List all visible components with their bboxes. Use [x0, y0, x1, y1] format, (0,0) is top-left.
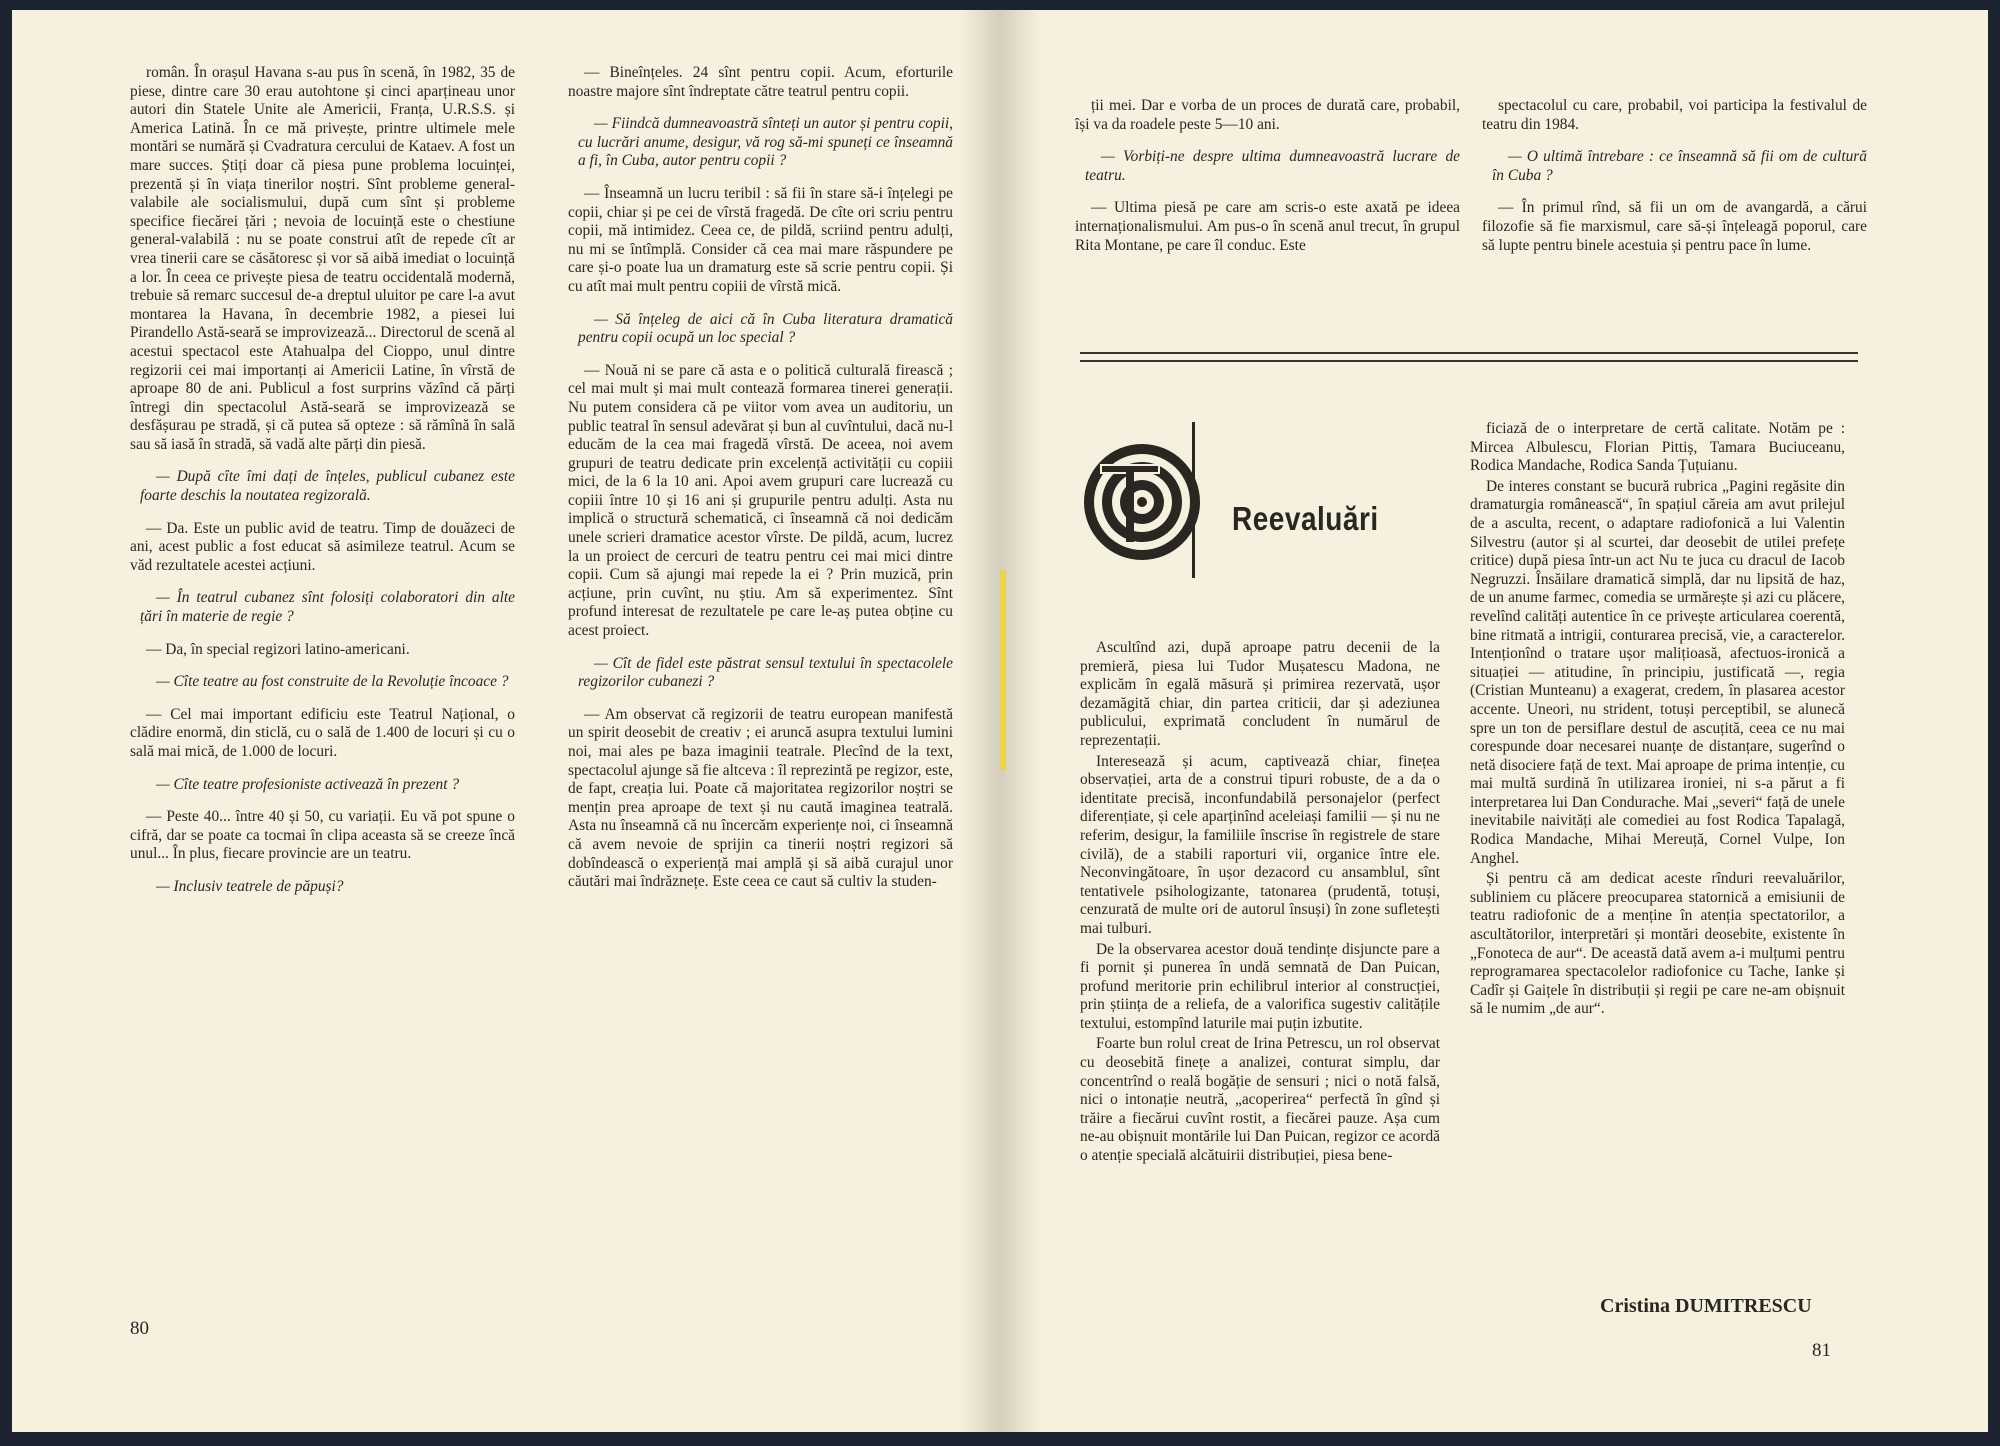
paragraph: — Înseamnă un lucru teribil : să fii în stare să-i înțelegi pe copii, chiar și pe cei de vîrstă fragedă. De cîte ori scriu pentru copii, mă intimidez. Ceea ce, de pildă, scriind pentru adulți, nu mi se întîmplă. Consider că cea mai mare răspundere pe care și-o poate lua un dramaturg este să scrie pentru copii. Și cu atît mai mult pentru copiii de vîrstă mică.	[568, 184, 953, 295]
paragraph: — În primul rînd, să fii un om de avangardă, a cărui filozofie să fie marxismul, care să-și înțeleagă poporul, care să lupte pentru binele acestuia și pentru pace în lume.	[1482, 199, 1867, 254]
right-top-column-1	[1075, 95, 1460, 255]
left-column-1	[130, 62, 515, 911]
paragraph: De la observarea acestor două tendințe disjuncte pare a fi pornit și punerea în undă semnată de Dan Puican, profund meritorie prin echilibrul interior al construcției, prin știința de a reliefa, de a valorifica sugestiv calitățile textului, estompînd laturile mai puțin izbutite.	[1080, 940, 1440, 1032]
paragraph: Foarte bun rolul creat de Irina Petrescu, un rol observat cu deosebită finețe a analizei, conturat simplu, dar concentrînd o reală bogăție de sensuri ; nici o notă falsă, nici o intonație neutră, „acoperirea“ perfectă în gînd și trăire a fiecărui cuvînt rostit, a fiecărei pauze. Așa cum ne-au obișnuit montările lui Dan Puican, regizor ce acordă o atenție specială alcătuirii distribuției, piesa bene-	[1080, 1035, 1440, 1165]
paragraph: — Cel mai important edificiu este Teatrul Național, o clădire enormă, din sticlă, cu o sală de 1.400 de locuri și cu o sală mai mică, de 1.000 de locuri.	[130, 705, 515, 760]
section-title: Reevaluări	[1232, 500, 1379, 538]
interview-question: — Cîte teatre au fost construite de la Revoluție încoace ?	[156, 673, 509, 691]
paragraph: ții mei. Dar e vorba de un proces de durată care, probabil, își va da roadele peste 5—10 ani.	[1075, 97, 1460, 133]
reevaluari-logo	[1080, 420, 1210, 580]
interview-question: — Inclusiv teatrele de păpuși?	[156, 877, 344, 895]
right-bottom-column-1	[1080, 637, 1440, 1166]
interview-question: — Cît de fidel este păstrat sensul textului în spectacolele regizorilor cubanezi ?	[578, 654, 953, 691]
section-divider	[1080, 352, 1858, 362]
paragraph: — Da, în special regizori latino-americani.	[146, 640, 410, 658]
paragraph: — Da. Este un public avid de teatru. Timp de douăzeci de ani, acest public a fost educat să asimileze teatrul. Acum se văd rezultatele acestei acțiuni.	[130, 519, 515, 574]
interview-question: — Fiindcă dumneavoastră sînteți un autor și pentru copii, cu lucrări anume, desigur, vă rog să-mi spuneți ce înseamnă a fi, în Cuba, autor pentru copii ?	[578, 115, 953, 170]
paragraph: Interesează și acum, captivează chiar, finețea observației, arta de a construi tipuri robuste, de a da o identitate precisă, inconfundabilă personajelor (perfect diferențiate, și cele aparținînd aceleiași familii — și nu ne referim, desigur, la familiile înscrise în registrele de stare civilă), de a stabili raporturi vii, organice între ele. Neconvingătoare, în ușor dezacord cu ansamblul, sînt tentativele psihologizante, tatonarea (prudentă, totuși, cenzurată de multe ori de autorul însuși) în zone sufletești mai tulburi.	[1080, 752, 1440, 937]
page-number-right: 81	[1812, 1340, 1831, 1361]
left-column-2	[568, 62, 953, 892]
interview-question: — Vorbiți-ne despre ultima dumneavoastră lucrare de teatru.	[1085, 148, 1460, 184]
paragraph: — Ultima piesă pe care am scris-o este axată pe ideea internaționalismului. Am pus-o în scenă anul trecut, în grupul Rita Montane, pe care îl conduc. Este	[1075, 199, 1460, 254]
interview-question: — Cîte teatre profesioniste activează în prezent ?	[156, 775, 460, 793]
paragraph: spectacolul cu care, probabil, voi participa la festivalul de teatru din 1984.	[1482, 97, 1867, 133]
interview-question: — O ultimă întrebare : ce înseamnă să fii om de cultură în Cuba ?	[1492, 148, 1867, 184]
paragraph: Și pentru că am dedicat aceste rînduri reevaluărilor, subliniem cu plăcere preocuparea statornică a emisiunii de teatru radiofonic de a menține în atenția spectatorilor, a ascultătorilor, interpretări și montări deosebite, existente în „Fonoteca de aur“. De această dată avem a-i mulțumi pentru reprogramarea spectacolelor radiofonice cu Tache, Ianke și Cadîr și Gaițele în distribuții și regii pe care ne-am obișnuit să le numim „de aur“.	[1470, 870, 1845, 1018]
page-marker	[1000, 570, 1006, 770]
right-top-column-2	[1482, 95, 1867, 255]
author-signature: Cristina DUMITRESCU	[1600, 1295, 1812, 1317]
interview-question: — În teatrul cubanez sînt folosiți colaboratori din alte țări în materie de regie ?	[140, 589, 515, 626]
paragraph: — Nouă ni se pare că asta e o politică culturală firească ; cel mai mult și mai mult contează formarea tinerei generații. Nu putem considera că pe viitor vom avea un auditoriu, un public teatral în sensul adevărat și bun al cuvîntului, dacă nu-l educăm de la cea mai fragedă vîrstă. De aceea, noi avem grupuri de teatru dedicate prin excelență activității cu copiii mici, de la 6 la 10 ani. Apoi avem grupuri care lucrează cu copiii între 10 și 16 ani și grupurile pentru adulți. Asta nu implică o structură schematică, ci înseamnă că noi dedicăm unele scrieri dramatice acestor vîrste. De pildă, acum, lucrez la un proiect de cercuri de teatru pentru cei mai mici dintre copii. Cum să ajungi mai repede la ei ? Prin muzică, prin acțiune, prin cuvînt, nu știu. Am să experimentez. Sînt profund interesat de rezultatele pe care le-aș putea obține cu acest proiect.	[568, 361, 953, 640]
interview-question: — După cîte îmi dați de înțeles, publicul cubanez este foarte deschis la noutatea regizorală.	[140, 468, 515, 505]
paragraph: De interes constant se bucură rubrica „Pagini regăsite din dramaturgia românească“, în spațiul căreia am avut prilejul de a asculta, recent, o adaptare radiofonică a lui Valentin Silvestru (autor și al scurtei, dar deosebit de utilei prefețe critice) după piesa într-un act Nu te juca cu dracul de Iacob Negruzzi. Însăilare dramatică simplă, dar nu lipsită de haz, de un anume farmec, comedia se urmărește și azi cu plăcere, revelînd calități autentice în ce privește articularea coerentă, bine ritmată a intrigii, conturarea precisă, vie, a caracterelor. Intenționînd o tratare ușor malițioasă, afectuos-ironică a situației — atitudine, în principiu, justificată —, regia (Cristian Munteanu) a exagerat, credem, în plasarea acestor accente. Uneori, nu strident, totuși perceptibil, se alunecă spre un ton de persiflare destul de ascuțită, ceea ce nu mai corespunde doar necesarei nuanțe de distanțare, sugerînd o netă disociere față de text. Mai aproape de prima intenție, cu mai multă surdină în utilizarea ironiei, ni s-a părut a fi interpretarea lui Dan Condurache. Mai „severi“ față de unele inevitabile naivități ale comediei au fost Rodica Tapalagă, Rodica Mandache, Mihai Mereuță, Cornel Vulpe, Ion Anghel.	[1470, 477, 1845, 867]
page-number-left: 80	[130, 1318, 149, 1339]
paragraph: — Am observat că regizorii de teatru european manifestă un spirit deosebit de creativ ; ei aruncă asupra textului lumini noi, mai ales pe baza imaginii teatrale. Plecînd de la text, spectacolul ajunge să fie altceva : îl reprezintă pe regizor, este, de fapt, creația lui. Poate că majoritatea regizorilor noștri se mențin prea aproape de text și nu caută imaginea teatrală. Asta nu înseamnă că nu încercăm experiențe noi, ci înseamnă că avem nevoie de sprijin ca tinerii noștri regizori să dobîndească o experiență mai amplă și să aibă curajul unor căutări mai îndrăznețe. Este ceea ce caut să cultiv la studen-	[568, 705, 953, 891]
interview-question: — Să înțeleg de aici că în Cuba literatura dramatică pentru copii ocupă un loc special ?	[578, 310, 953, 347]
right-page	[1000, 10, 1988, 1432]
paragraph: ficiază de o interpretare de certă calitate. Notăm pe : Mircea Albulescu, Florian Pittiș, Tamara Buciuceanu, Rodica Mandache, Rodica Sanda Țuțuianu.	[1470, 420, 1845, 475]
gutter-shadow	[1000, 10, 1040, 1432]
paragraph: — Peste 40... între 40 și 50, cu variații. Eu vă pot spune o cifră, dar se poate ca tocmai în clipa aceasta să se creeze încă unul... În plus, fiecare provincie are un teatru.	[130, 808, 515, 863]
paragraph: Ascultînd azi, după aproape patru decenii de la premieră, piesa lui Tudor Mușatescu Madona, ne explicăm în egală măsură și primirea rezervată, ușor dezamăgită chiar, din partea criticii, dar și adeziunea publicului, exprimată concludent în numărul de reprezentații.	[1080, 639, 1440, 749]
left-page	[12, 10, 1000, 1432]
paragraph: — Bineînțeles. 24 sînt pentru copii. Acum, eforturile noastre majore sînt îndreptate către teatrul pentru copii.	[568, 64, 953, 100]
gutter-shadow	[960, 10, 1000, 1432]
right-bottom-column-2	[1470, 418, 1845, 1019]
paragraph: român. În orașul Havana s-au pus în scenă, în 1982, 35 de piese, dintre care 30 erau autohtone și cinci aparțineau unor autori din Statele Unite ale Americii, Franța, U.R.S.S. și America Latină. În ce mă privește, printre ultimele mele montări se numără și Cvadratura cercului de Kataev. A fost un mare succes. Știți doar că piesa pune problema locuinței, prezentă și în viața tinerilor noștri. Sînt probleme general-valabile ale socialismului, după cum sînt și probleme specifice fiecărei țări ; nevoia de locuință este o chestiune general-valabilă : nu se poate construi atît de repede cît ar vrea tinerii care se căsătoresc și vor să aibă imediat o locuință a lor. În ceea ce privește piesa de teatru occidentală modernă, trebuie să remarc succesul de-a dreptul uluitor pe care l-a avut montarea la Havana, în decembrie 1982, a piesei lui Pirandello Astă-seară se improvizează... Directorul de scenă al acestui spectacol este Atahualpa del Cioppo, unul dintre regizorii cei mai importanți ai Americii Latine, în vîrstă de aproape 80 de ani. Publicul a fost surprins văzînd că părți întregi din spectacolul Astă-seară se improvizează se desfășurau pe stradă, și că putea să opteze : să rămînă în sală sau să iasă în stradă, să vadă alte părți din piesă.	[130, 64, 515, 453]
tr-target-logo-icon	[1080, 420, 1210, 580]
